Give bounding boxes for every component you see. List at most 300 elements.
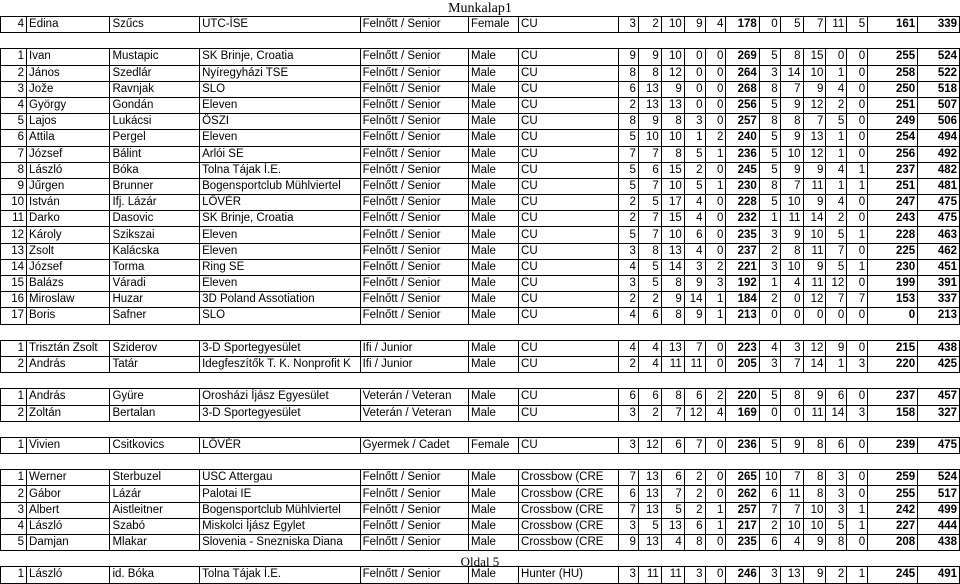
first-name-cell: János (27, 65, 110, 81)
spacer-row (1, 373, 960, 389)
r1-c-cell: 10 (661, 49, 684, 65)
first-name-cell: Albert (27, 502, 110, 518)
category-cell: Felnőtt / Senior (360, 502, 468, 518)
category-cell: Veterán / Veteran (360, 389, 468, 405)
r2-c-cell: 8 (803, 437, 826, 453)
r1-d-cell: 5 (684, 146, 705, 162)
r1-a-cell: 5 (619, 162, 639, 178)
r2-d-cell: 5 (826, 227, 847, 243)
last-name-cell: Csitkovics (110, 437, 200, 453)
gender-cell: Male (469, 130, 519, 146)
gender-cell: Male (469, 518, 519, 534)
r2-d-cell: 8 (826, 535, 847, 551)
r1-total-cell: 205 (726, 356, 759, 372)
bow-type-cell: Crossbow (CRE (519, 518, 619, 534)
r2-c-cell: 9 (803, 162, 826, 178)
r1-total-cell: 184 (726, 292, 759, 308)
grand-total-cell: 425 (918, 356, 960, 372)
first-name-cell: Boris (27, 308, 110, 324)
table-row (1, 276, 960, 292)
r2-total-cell: 237 (868, 162, 918, 178)
r2-b-cell: 7 (780, 81, 803, 97)
club-cell: 3-D Sportegyesület (200, 340, 361, 356)
first-name-cell: Zsolt (27, 243, 110, 259)
r2-a-cell: 3 (759, 356, 780, 372)
r2-c-cell: 9 (803, 535, 826, 551)
r1-total-cell: 257 (726, 502, 759, 518)
first-name-cell: Edina (27, 17, 110, 33)
bow-type-cell: CU (519, 195, 619, 211)
r1-d-cell: 3 (684, 567, 705, 583)
table-row (1, 178, 960, 194)
r1-e-cell: 0 (705, 243, 726, 259)
category-cell: Felnőtt / Senior (360, 518, 468, 534)
rank-cell: 2 (1, 486, 27, 502)
table-row (1, 405, 960, 421)
club-cell: Tolna Tájak Í.E. (200, 567, 361, 583)
r1-d-cell: 5 (684, 178, 705, 194)
r1-a-cell: 2 (619, 292, 639, 308)
r2-e-cell: 7 (847, 292, 868, 308)
r1-c-cell: 6 (661, 437, 684, 453)
r2-d-cell: 6 (826, 389, 847, 405)
r2-c-cell: 10 (803, 502, 826, 518)
r1-total-cell: 235 (726, 535, 759, 551)
r1-d-cell: 4 (684, 211, 705, 227)
r1-total-cell: 230 (726, 178, 759, 194)
r2-total-cell: 255 (868, 49, 918, 65)
r1-e-cell: 2 (705, 389, 726, 405)
rank-cell: 3 (1, 81, 27, 97)
table-row (1, 518, 960, 534)
gender-cell: Male (469, 567, 519, 583)
last-name-cell: Torma (110, 259, 200, 275)
gender-cell: Male (469, 389, 519, 405)
r1-a-cell: 4 (619, 340, 639, 356)
r1-b-cell: 5 (638, 276, 661, 292)
r1-total-cell: 192 (726, 276, 759, 292)
r1-e-cell: 1 (705, 502, 726, 518)
club-cell: Eleven (200, 276, 361, 292)
r2-b-cell: 8 (780, 49, 803, 65)
gender-cell: Female (469, 17, 519, 33)
grand-total-cell: 507 (918, 97, 960, 113)
r2-e-cell: 3 (847, 356, 868, 372)
r2-a-cell: 5 (759, 97, 780, 113)
first-name-cell: Trisztán Zsolt (27, 340, 110, 356)
r2-a-cell: 8 (759, 178, 780, 194)
r2-a-cell: 6 (759, 486, 780, 502)
page-footer: Oldal 5 (460, 554, 500, 569)
grand-total-cell: 444 (918, 518, 960, 534)
r2-e-cell: 0 (847, 437, 868, 453)
bow-type-cell: CU (519, 81, 619, 97)
r1-a-cell: 9 (619, 535, 639, 551)
r1-d-cell: 12 (684, 405, 705, 421)
r2-total-cell: 256 (868, 146, 918, 162)
gender-cell: Male (469, 535, 519, 551)
r2-a-cell: 3 (759, 65, 780, 81)
r2-e-cell: 0 (847, 49, 868, 65)
category-cell: Veterán / Veteran (360, 405, 468, 421)
r2-e-cell: 1 (847, 518, 868, 534)
rank-cell: 9 (1, 178, 27, 194)
table-row (1, 81, 960, 97)
r2-e-cell: 5 (847, 17, 868, 33)
r1-a-cell: 3 (619, 17, 639, 33)
r1-d-cell: 2 (684, 502, 705, 518)
r1-a-cell: 4 (619, 308, 639, 324)
r1-total-cell: 228 (726, 195, 759, 211)
r2-e-cell: 0 (847, 114, 868, 130)
r2-e-cell: 0 (847, 97, 868, 113)
r2-a-cell: 5 (759, 130, 780, 146)
r1-e-cell: 0 (705, 470, 726, 486)
r1-a-cell: 5 (619, 178, 639, 194)
club-cell: LŐVÉR (200, 195, 361, 211)
r2-total-cell: 239 (868, 437, 918, 453)
table-row (1, 308, 960, 324)
r2-d-cell: 2 (826, 211, 847, 227)
gender-cell: Male (469, 65, 519, 81)
bow-type-cell: Crossbow (CRE (519, 486, 619, 502)
first-name-cell: András (27, 356, 110, 372)
r2-b-cell: 8 (780, 114, 803, 130)
first-name-cell: Damjan (27, 535, 110, 551)
rank-cell: 1 (1, 470, 27, 486)
sheet-title: Munkalap1 (448, 1, 512, 16)
r2-total-cell: 254 (868, 130, 918, 146)
club-cell: Bogensportclub Mühlviertel (200, 178, 361, 194)
club-cell: 3D Poland Assotiation (200, 292, 361, 308)
r1-e-cell: 1 (705, 146, 726, 162)
r1-total-cell: 269 (726, 49, 759, 65)
r2-d-cell: 1 (826, 130, 847, 146)
last-name-cell: Szedlár (110, 65, 200, 81)
r2-d-cell: 1 (826, 146, 847, 162)
table-row (1, 535, 960, 551)
r1-d-cell: 4 (684, 243, 705, 259)
gender-cell: Male (469, 162, 519, 178)
club-cell: Nyíregyházi TSE (200, 65, 361, 81)
first-name-cell: Miroslaw (27, 292, 110, 308)
bow-type-cell: CU (519, 356, 619, 372)
category-cell: Felnőtt / Senior (360, 97, 468, 113)
grand-total-cell: 475 (918, 195, 960, 211)
r1-total-cell: 246 (726, 567, 759, 583)
first-name-cell: Darko (27, 211, 110, 227)
gender-cell: Male (469, 243, 519, 259)
r1-e-cell: 1 (705, 292, 726, 308)
results-body (1, 17, 960, 584)
r2-d-cell: 0 (826, 49, 847, 65)
r2-b-cell: 9 (780, 97, 803, 113)
r2-c-cell: 10 (803, 227, 826, 243)
rank-cell: 2 (1, 356, 27, 372)
r2-e-cell: 0 (847, 211, 868, 227)
r2-c-cell: 7 (803, 17, 826, 33)
r1-d-cell: 0 (684, 49, 705, 65)
r1-c-cell: 13 (661, 518, 684, 534)
r2-c-cell: 8 (803, 470, 826, 486)
bow-type-cell: CU (519, 308, 619, 324)
r2-a-cell: 7 (759, 502, 780, 518)
r2-d-cell: 5 (826, 114, 847, 130)
r1-d-cell: 0 (684, 65, 705, 81)
last-name-cell: Gyüre (110, 389, 200, 405)
category-cell: Felnőtt / Senior (360, 49, 468, 65)
r1-e-cell: 0 (705, 114, 726, 130)
r2-total-cell: 199 (868, 276, 918, 292)
r2-e-cell: 0 (847, 486, 868, 502)
category-cell: Felnőtt / Senior (360, 162, 468, 178)
grand-total-cell: 494 (918, 130, 960, 146)
category-cell: Felnőtt / Senior (360, 81, 468, 97)
r1-total-cell: 264 (726, 65, 759, 81)
first-name-cell: Werner (27, 470, 110, 486)
gender-cell: Male (469, 486, 519, 502)
category-cell: Felnőtt / Senior (360, 567, 468, 583)
r2-e-cell: 1 (847, 567, 868, 583)
r1-b-cell: 8 (638, 243, 661, 259)
r2-total-cell: 249 (868, 114, 918, 130)
club-cell: SK Brinje, Croatia (200, 211, 361, 227)
category-cell: Felnőtt / Senior (360, 195, 468, 211)
r1-d-cell: 6 (684, 227, 705, 243)
gender-cell: Male (469, 97, 519, 113)
table-row (1, 389, 960, 405)
r2-total-cell: 251 (868, 97, 918, 113)
r1-a-cell: 2 (619, 195, 639, 211)
grand-total-cell: 457 (918, 389, 960, 405)
r2-e-cell: 0 (847, 340, 868, 356)
grand-total-cell: 524 (918, 49, 960, 65)
r1-e-cell: 0 (705, 227, 726, 243)
r1-a-cell: 2 (619, 356, 639, 372)
bow-type-cell: CU (519, 162, 619, 178)
last-name-cell: id. Bóka (110, 567, 200, 583)
r1-b-cell: 9 (638, 114, 661, 130)
grand-total-cell: 337 (918, 292, 960, 308)
club-cell: Ring SE (200, 259, 361, 275)
r1-c-cell: 5 (661, 502, 684, 518)
gender-cell: Male (469, 405, 519, 421)
r2-a-cell: 2 (759, 243, 780, 259)
r2-b-cell: 7 (780, 502, 803, 518)
r2-b-cell: 9 (780, 162, 803, 178)
last-name-cell: Huzar (110, 292, 200, 308)
r2-b-cell: 10 (780, 146, 803, 162)
r2-a-cell: 6 (759, 535, 780, 551)
r1-a-cell: 3 (619, 243, 639, 259)
r2-d-cell: 11 (826, 17, 847, 33)
r2-total-cell: 243 (868, 211, 918, 227)
r2-d-cell: 5 (826, 259, 847, 275)
table-row (1, 292, 960, 308)
category-cell: Felnőtt / Senior (360, 292, 468, 308)
table-row (1, 114, 960, 130)
grand-total-cell: 391 (918, 276, 960, 292)
gender-cell: Male (469, 195, 519, 211)
r2-c-cell: 9 (803, 195, 826, 211)
r1-e-cell: 1 (705, 308, 726, 324)
table-row (1, 49, 960, 65)
grand-total-cell: 482 (918, 162, 960, 178)
r1-total-cell: 223 (726, 340, 759, 356)
r1-b-cell: 13 (638, 470, 661, 486)
r2-c-cell: 10 (803, 518, 826, 534)
r2-total-cell: 259 (868, 470, 918, 486)
r1-e-cell: 1 (705, 178, 726, 194)
r1-c-cell: 12 (661, 65, 684, 81)
grand-total-cell: 327 (918, 405, 960, 421)
r2-d-cell: 5 (826, 518, 847, 534)
last-name-cell: Dasovic (110, 211, 200, 227)
r1-e-cell: 1 (705, 518, 726, 534)
club-cell: SLO (200, 81, 361, 97)
bow-type-cell: Hunter (HU) (519, 567, 619, 583)
r2-total-cell: 153 (868, 292, 918, 308)
club-cell: Eleven (200, 130, 361, 146)
r1-c-cell: 13 (661, 243, 684, 259)
rank-cell: 5 (1, 114, 27, 130)
r2-b-cell: 7 (780, 356, 803, 372)
r1-total-cell: 178 (726, 17, 759, 33)
r1-c-cell: 14 (661, 259, 684, 275)
club-cell: ÖSZI (200, 114, 361, 130)
r2-total-cell: 220 (868, 356, 918, 372)
r2-a-cell: 5 (759, 162, 780, 178)
bow-type-cell: CU (519, 97, 619, 113)
rank-cell: 10 (1, 195, 27, 211)
table-row (1, 227, 960, 243)
gender-cell: Male (469, 211, 519, 227)
grand-total-cell: 475 (918, 437, 960, 453)
r1-c-cell: 13 (661, 340, 684, 356)
r2-e-cell: 0 (847, 535, 868, 551)
spacer-row (1, 421, 960, 437)
r2-d-cell: 2 (826, 567, 847, 583)
r1-total-cell: 237 (726, 243, 759, 259)
r2-b-cell: 10 (780, 195, 803, 211)
grand-total-cell: 481 (918, 178, 960, 194)
r2-e-cell: 3 (847, 405, 868, 421)
club-cell: Palotai IE (200, 486, 361, 502)
r1-b-cell: 4 (638, 356, 661, 372)
last-name-cell: Mustapic (110, 49, 200, 65)
r1-d-cell: 1 (684, 130, 705, 146)
r2-a-cell: 5 (759, 437, 780, 453)
r1-b-cell: 10 (638, 130, 661, 146)
r1-c-cell: 15 (661, 162, 684, 178)
r1-b-cell: 2 (638, 17, 661, 33)
results-table (0, 16, 960, 584)
r2-e-cell: 1 (847, 178, 868, 194)
r1-b-cell: 7 (638, 146, 661, 162)
r2-c-cell: 11 (803, 276, 826, 292)
r1-b-cell: 2 (638, 292, 661, 308)
r1-b-cell: 6 (638, 308, 661, 324)
first-name-cell: Ivan (27, 49, 110, 65)
r1-c-cell: 7 (661, 486, 684, 502)
r2-b-cell: 9 (780, 437, 803, 453)
last-name-cell: Tatár (110, 356, 200, 372)
r2-b-cell: 10 (780, 518, 803, 534)
r1-a-cell: 3 (619, 437, 639, 453)
r1-b-cell: 13 (638, 535, 661, 551)
gender-cell: Male (469, 502, 519, 518)
r1-total-cell: 232 (726, 211, 759, 227)
first-name-cell: Attila (27, 130, 110, 146)
last-name-cell: Gondán (110, 97, 200, 113)
table-row (1, 243, 960, 259)
table-row (1, 567, 960, 583)
category-cell: Felnőtt / Senior (360, 259, 468, 275)
r1-d-cell: 9 (684, 276, 705, 292)
gender-cell: Male (469, 49, 519, 65)
rank-cell: 4 (1, 17, 27, 33)
r1-d-cell: 2 (684, 162, 705, 178)
r1-b-cell: 5 (638, 518, 661, 534)
r1-b-cell: 7 (638, 227, 661, 243)
r2-total-cell: 228 (868, 227, 918, 243)
gender-cell: Male (469, 227, 519, 243)
spacer-row (1, 454, 960, 470)
r1-total-cell: 235 (726, 227, 759, 243)
last-name-cell: Mlakar (110, 535, 200, 551)
r2-b-cell: 11 (780, 211, 803, 227)
table-row (1, 502, 960, 518)
r2-d-cell: 0 (826, 308, 847, 324)
r1-a-cell: 7 (619, 502, 639, 518)
r2-c-cell: 9 (803, 389, 826, 405)
club-cell: SLO (200, 308, 361, 324)
last-name-cell: Lukácsi (110, 114, 200, 130)
gender-cell: Male (469, 81, 519, 97)
r2-total-cell: 242 (868, 502, 918, 518)
r2-c-cell: 12 (803, 340, 826, 356)
r2-d-cell: 4 (826, 195, 847, 211)
spacer-cell (1, 454, 960, 470)
r2-d-cell: 3 (826, 502, 847, 518)
bow-type-cell: Crossbow (CRE (519, 470, 619, 486)
r2-a-cell: 0 (759, 308, 780, 324)
r1-a-cell: 8 (619, 65, 639, 81)
table-row (1, 17, 960, 33)
r2-c-cell: 11 (803, 178, 826, 194)
r2-b-cell: 0 (780, 292, 803, 308)
last-name-cell: Szikszai (110, 227, 200, 243)
r1-total-cell: 262 (726, 486, 759, 502)
r2-d-cell: 9 (826, 340, 847, 356)
bow-type-cell: Crossbow (CRE (519, 535, 619, 551)
r1-c-cell: 8 (661, 389, 684, 405)
first-name-cell: László (27, 162, 110, 178)
last-name-cell: Sterbuzel (110, 470, 200, 486)
table-row (1, 259, 960, 275)
r2-b-cell: 0 (780, 308, 803, 324)
r2-total-cell: 227 (868, 518, 918, 534)
rank-cell: 13 (1, 243, 27, 259)
r1-b-cell: 5 (638, 195, 661, 211)
club-cell: 3-D Sportegyesület (200, 405, 361, 421)
last-name-cell: Sziderov (110, 340, 200, 356)
r2-total-cell: 237 (868, 389, 918, 405)
category-cell: Felnőtt / Senior (360, 486, 468, 502)
r2-c-cell: 11 (803, 405, 826, 421)
bow-type-cell: CU (519, 49, 619, 65)
grand-total-cell: 339 (918, 17, 960, 33)
